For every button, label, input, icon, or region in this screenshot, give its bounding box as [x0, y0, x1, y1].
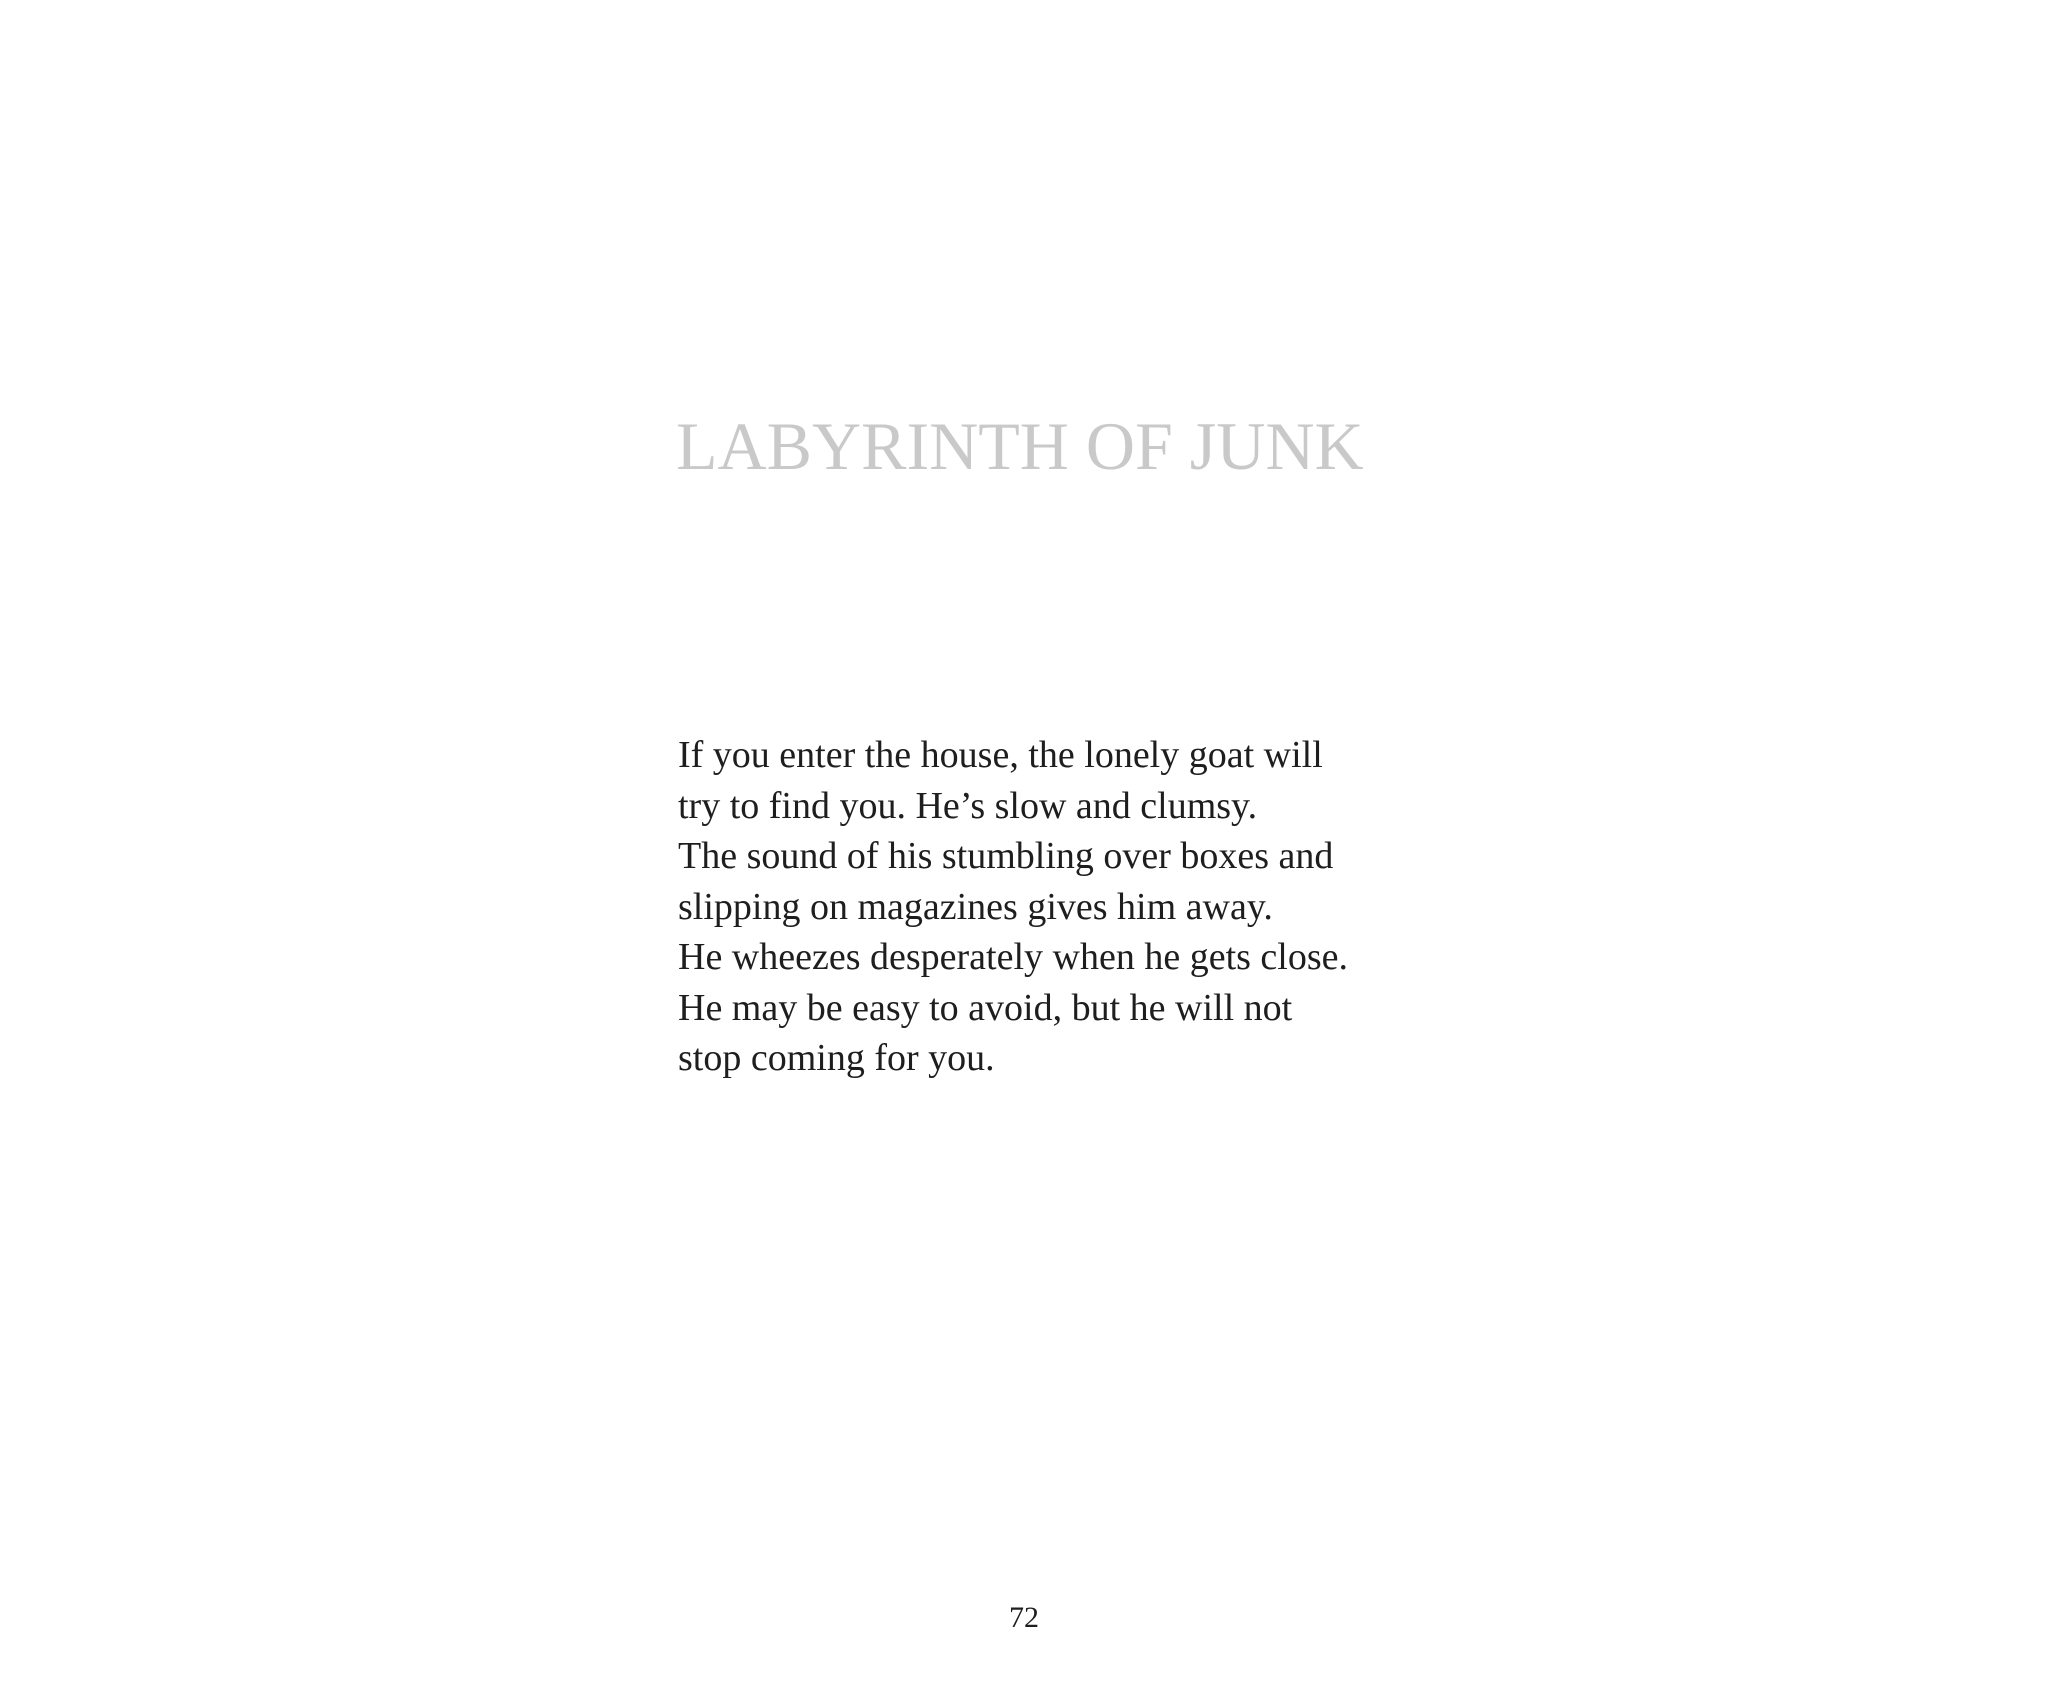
page-number: 72 — [1009, 1601, 1039, 1634]
body-line: The sound of his stumbling over boxes and — [678, 835, 1334, 877]
body-line: He may be easy to avoid, but he will not — [678, 986, 1293, 1029]
body-paragraph — [678, 730, 1348, 1084]
page-title: LABYRINTH OF JUNK — [676, 408, 1364, 484]
body-line: stop coming for you. — [678, 1037, 995, 1079]
body-line: slipping on magazines gives him away. — [678, 885, 1273, 928]
body-line: try to find you. He’s slow and clumsy. — [678, 784, 1258, 827]
body-line: If you enter the house, the lonely goat will — [678, 734, 1323, 776]
body-line: He wheezes desperately when he gets close. — [678, 936, 1348, 978]
